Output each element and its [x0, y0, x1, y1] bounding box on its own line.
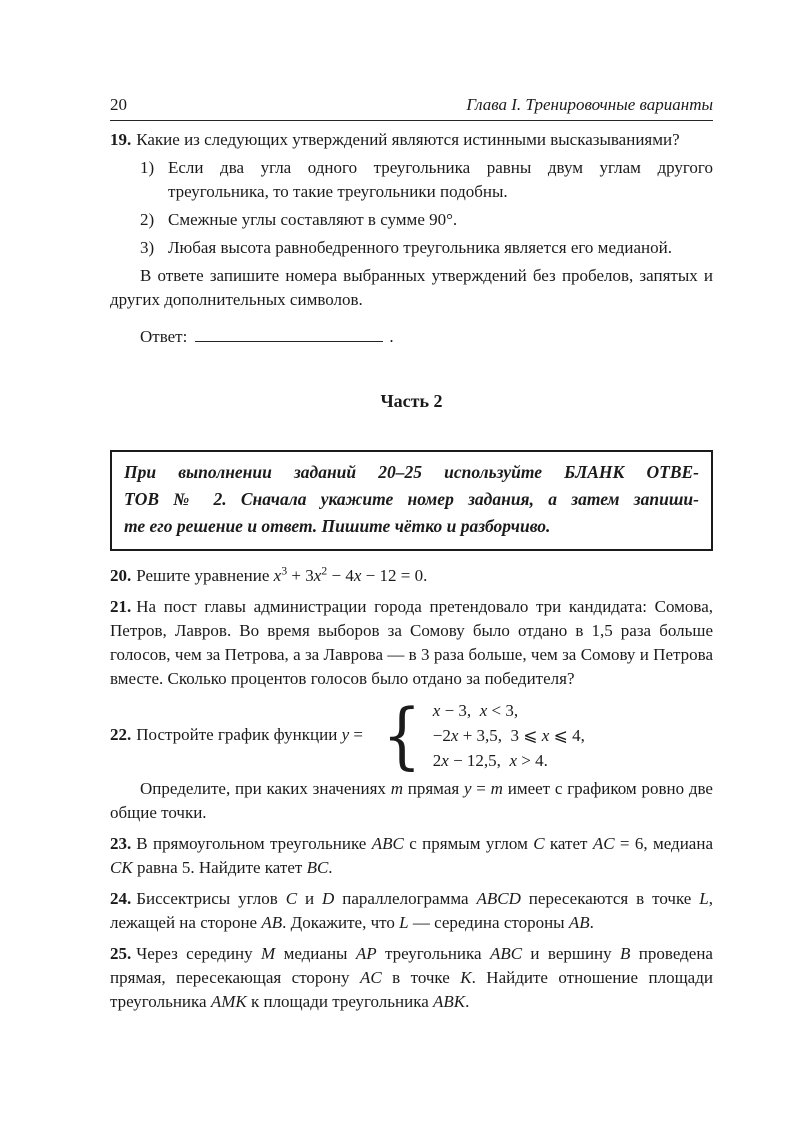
- item-marker: 1): [140, 158, 155, 177]
- problem-23: [110, 832, 713, 880]
- item-text: Если два угла одного треугольника равны двум углам другого треугольника, то такие треугольники подобны.: [168, 158, 713, 201]
- problem-22-lead-text: Постройте график функции y =: [136, 725, 363, 744]
- problem-21: [110, 595, 713, 691]
- item-text: Любая высота равнобедренного треугольника является его медианой.: [168, 238, 672, 257]
- problem-24-number: 24.: [110, 889, 132, 908]
- instruction-box: [110, 450, 713, 551]
- problem-19-statements: [110, 156, 713, 260]
- problem-25-number: 25.: [110, 944, 132, 963]
- answer-label: Ответ:: [140, 327, 188, 346]
- case-line: x − 3, x < 3,: [432, 700, 519, 720]
- problem-19-note: В ответе запишите номера выбранных утверждений без пробелов, запятых и других дополнительных символов.: [110, 266, 713, 309]
- answer-blank: [195, 327, 383, 342]
- problem-23-number: 23.: [110, 834, 132, 853]
- answer-period: .: [389, 327, 394, 346]
- problem-19: [110, 128, 713, 152]
- item-marker: 3): [140, 238, 155, 257]
- problem-21-text: На пост главы администрации города претендовало три кандидата: Сомова, Петров, Лавров. Во время выборов за Сомову было отдано в 1,5 раза больше голосов, чем за Петрова, а за Лаврова — в 3 раза больше, чем за Сомову и Петрова вместе. Сколько процентов голосов было отдано за победителя?: [110, 597, 713, 688]
- curly-brace-icon: {: [382, 693, 422, 777]
- problem-21-number: 21.: [110, 597, 132, 616]
- problem-24: [110, 887, 713, 935]
- piecewise-cases: [433, 698, 585, 773]
- item-marker: 2): [140, 210, 155, 229]
- part2-heading: Часть 2: [380, 391, 443, 411]
- instruction-line: те его решение и ответ. Пишите чётко и разборчиво.: [124, 516, 551, 536]
- chapter-title: Глава I. Тренировочные варианты: [466, 95, 713, 114]
- problem-22: [110, 693, 713, 777]
- problem-19-number: 19.: [110, 130, 132, 149]
- list-item: [110, 208, 713, 232]
- instruction-line: ТОВ № 2. Сначала укажите номер задания, а затем запиши-: [124, 489, 699, 509]
- problem-19-text: Какие из следующих утверждений являются истинными высказываниями?: [136, 130, 680, 149]
- problem-22-lead: [110, 723, 363, 747]
- problem-22-followup: Определите, при каких значениях m прямая y = m имеет с графиком ровно две общие точки.: [110, 779, 713, 822]
- list-item: [110, 236, 713, 260]
- page-header: [110, 93, 713, 121]
- problem-20-number: 20.: [110, 566, 132, 585]
- page-number: 20: [110, 95, 127, 114]
- problem-20: [110, 564, 713, 588]
- problem-22-number: 22.: [110, 725, 132, 744]
- problem-23-text: В прямоугольном треугольнике ABC с прямым углом C катет AC = 6, медиана CK равна 5. Найдите катет BC.: [110, 834, 713, 877]
- case-line: −2x + 3,5, 3 ⩽ x ⩽ 4,: [432, 725, 585, 745]
- instruction-line: При выполнении заданий 20–25 используйте БЛАНК ОТВЕ-: [124, 462, 699, 482]
- problem-20-equation: Решите уравнение $x^3 + 3x^2 - 4x - 12 = 0$.: [136, 563, 428, 585]
- list-item: [110, 156, 713, 204]
- answer-row: [110, 325, 713, 349]
- case-line: 2x − 12,5, x > 4.: [432, 750, 548, 770]
- problem-25-text: Через середину M медианы AP треугольника ABC и вершину B проведена прямая, пересекающая сторону AC в точке K. Найдите отношение площади треугольника AMK к площади треугольника ABK.: [110, 944, 713, 1011]
- problem-25: [110, 942, 713, 1014]
- item-text: Смежные углы составляют в сумме 90°.: [168, 210, 458, 229]
- problem-24-text: Биссектрисы углов C и D параллелограмма ABCD пересекаются в точке L, лежащей на стороне AB. Докажите, что L — середина стороны AB.: [110, 889, 713, 932]
